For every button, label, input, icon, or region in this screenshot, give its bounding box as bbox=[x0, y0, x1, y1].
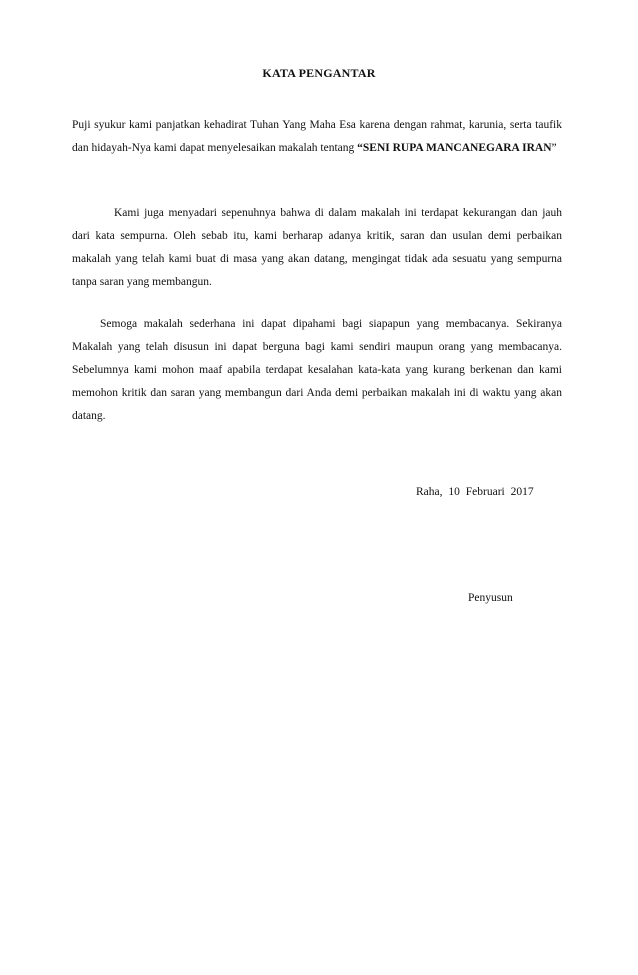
closing-quote: ” bbox=[551, 142, 557, 154]
signer-label: Penyusun bbox=[468, 592, 513, 604]
page-title: KATA PENGANTAR bbox=[262, 66, 376, 80]
paper-topic-emphasis: “SENI RUPA MANCANEGARA IRAN bbox=[357, 142, 552, 154]
paragraph-acknowledgement: Kami juga menyadari sepenuhnya bahwa di dalam makalah ini terdapat kekurangan dan jauh dari kata sempurna. Oleh sebab itu, kami berharap adanya kritik, saran dan usulan demi perbaikan makalah yang telah kami buat di masa yang akan datang, mengingat tidak ada sesuatu yang sempurna tanpa saran yang membangun. bbox=[72, 207, 562, 288]
paragraph-closing: Semoga makalah sederhana ini dapat dipahami bagi siapapun yang membacanya. Sekiranya Makalah yang telah disusun ini dapat berguna bagi kami sendiri maupun orang yang membacanya. Sebelumnya kami mohon maaf apabila terdapat kesalahan kata-kata yang kurang berkenan dan kami memohon kritik dan saran yang membangun dari Anda demi perbaikan makalah ini di waktu yang akan datang. bbox=[72, 318, 562, 422]
place-date: Raha, 10 Februari 2017 bbox=[416, 486, 534, 498]
paragraph-opening-text: Puji syukur kami panjatkan kehadirat Tuhan Yang Maha Esa karena dengan rahmat, karunia, serta taufik dan hidayah-Nya kami dapat menyelesaikan makalah tentang bbox=[72, 119, 562, 154]
paragraph-opening bbox=[72, 114, 562, 160]
